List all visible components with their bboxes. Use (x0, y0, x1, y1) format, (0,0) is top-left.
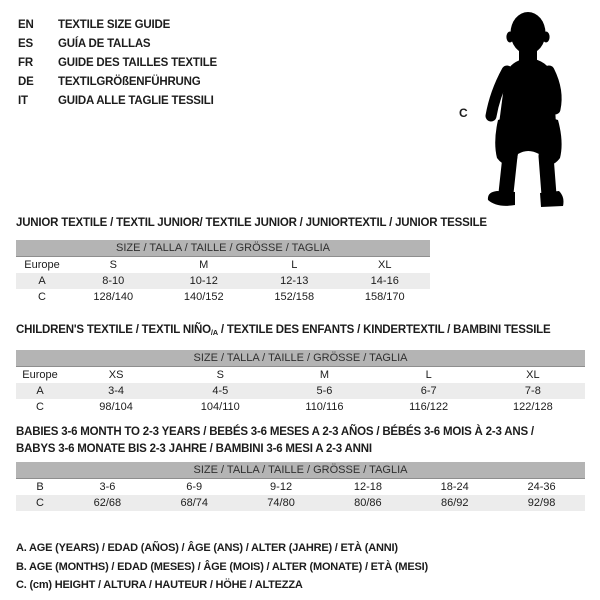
size-cell: 8-10 (68, 273, 159, 289)
size-cell: M (199, 259, 209, 271)
size-cell: 6-9 (186, 481, 203, 493)
footnote-line: A. AGE (YEARS) / EDAD (AÑOS) / ÂGE (ANS) / ALTER (JAHRE) / ETÀ (ANNI) (16, 542, 398, 554)
size-cell: 9-12 (270, 481, 293, 493)
size-cell: 3-6 (99, 481, 116, 493)
row-label: Europe (22, 369, 58, 381)
section-junior-textile (16, 215, 487, 305)
language-row (18, 16, 217, 35)
row-label: C (38, 291, 46, 303)
size-cell: 24-36 (527, 481, 556, 493)
row-label: Europe (24, 259, 60, 271)
size-cell: 140/152 (183, 291, 224, 303)
size-header-cell: SIZE / TALLA / TAILLE / GRÖSSE / TAGLIA (16, 350, 585, 367)
size-cell: 110/116 (305, 401, 344, 413)
title-text: JUNIOR TEXTILE / TEXTIL JUNIOR/ TEXTILE JUNIOR / JUNIORTEXTIL / JUNIOR TESSILE (16, 217, 487, 229)
size-cell: 10-12 (159, 273, 250, 289)
baby-silhouette-icon (485, 8, 585, 215)
title-text: / TEXTILE DES ENFANTS / KINDERTEXTIL / BAMBINI TESSILE (217, 324, 551, 336)
size-header-row (16, 350, 585, 367)
table-row (16, 289, 430, 305)
language-title: GUÍA DE TALLAS (58, 38, 151, 50)
section-title (16, 322, 585, 341)
title-text: CHILDREN'S TEXTILE / TEXTIL NIÑO (16, 324, 211, 336)
size-cell: 62/68 (64, 495, 151, 511)
size-cell: 7-8 (481, 383, 585, 399)
size-cell: 158/170 (364, 291, 405, 303)
size-cell: 12-18 (353, 481, 382, 493)
row-label: A (16, 273, 68, 289)
footnotes (16, 539, 428, 595)
size-cell: XL (378, 259, 392, 271)
size-cell: 12-13 (249, 273, 340, 289)
footnote-line: B. AGE (MONTHS) / EDAD (MESES) / ÂGE (MOIS) / ALTER (MONATE) / ETÀ (MESI) (16, 560, 428, 573)
title-text: /A (210, 328, 218, 337)
size-cell: 116/122 (409, 401, 449, 413)
size-header-row (16, 462, 585, 479)
size-cell: L (291, 259, 298, 271)
language-code: FR (18, 57, 33, 69)
language-title: GUIDE DES TAILLES TEXTILE (58, 57, 217, 69)
table-row (16, 495, 585, 511)
table-row (16, 383, 585, 399)
section-title (16, 424, 585, 458)
size-header-cell: SIZE / TALLA / TAILLE / GRÖSSE / TAGLIA (16, 462, 585, 479)
size-cell: 152/158 (274, 291, 315, 303)
language-code: IT (18, 95, 28, 107)
size-cell: S (109, 259, 117, 271)
size-table (16, 240, 430, 305)
table-row (16, 257, 430, 274)
size-cell: L (425, 369, 432, 381)
language-row (18, 73, 217, 92)
size-cell: 18-24 (440, 481, 469, 493)
language-row (18, 35, 217, 54)
size-cell: 128/140 (93, 291, 134, 303)
size-cell: 68/74 (151, 495, 238, 511)
section-title-line (16, 215, 487, 232)
size-cell: XS (108, 369, 124, 381)
size-cell: 4-5 (168, 383, 272, 399)
baby-figure (450, 0, 600, 220)
size-cell: 74/80 (238, 495, 325, 511)
section-title-line (16, 322, 585, 341)
row-label: A (16, 383, 64, 399)
size-cell: 122/128 (512, 401, 553, 413)
language-row (18, 54, 217, 73)
language-code: ES (18, 38, 33, 50)
row-label: B (36, 481, 44, 493)
size-cell: 14-16 (340, 273, 431, 289)
size-cell: 5-6 (272, 383, 376, 399)
table-row (16, 273, 430, 289)
height-measure-label: C (459, 106, 468, 120)
language-title: TEXTILGRÖßENFÜHRUNG (58, 76, 201, 88)
section-title-line (16, 441, 585, 458)
language-row (18, 92, 217, 111)
section-title-line (16, 424, 585, 441)
table-row (16, 479, 585, 496)
size-cell: S (216, 369, 224, 381)
section-babies-textile (16, 424, 585, 511)
section-title (16, 215, 487, 232)
size-table (16, 350, 585, 415)
language-title: TEXTILE SIZE GUIDE (58, 19, 171, 31)
language-code: EN (18, 19, 34, 31)
row-label: C (36, 401, 44, 413)
table-row (16, 399, 585, 415)
title-text: BABIES 3-6 MONTH TO 2-3 YEARS / BEBÉS 3-6 MESES A 2-3 AÑOS / BÉBÉS 3-6 MOIS À 2-3 ANS / (16, 426, 534, 438)
size-cell: 80/86 (324, 495, 411, 511)
size-cell: 3-4 (64, 383, 168, 399)
language-code: DE (18, 76, 34, 88)
size-cell: 6-7 (377, 383, 481, 399)
size-table (16, 462, 585, 511)
size-cell: XL (526, 369, 540, 381)
size-cell: M (319, 369, 330, 381)
section-childrens-textile (16, 322, 585, 415)
table-row (16, 367, 585, 384)
title-text: BABYS 3-6 MONATE BIS 2-3 JAHRE / BAMBINI 3-6 MESI A 2-3 ANNI (16, 443, 372, 455)
language-list (18, 16, 217, 111)
size-cell: 86/92 (411, 495, 498, 511)
footnote-line: C. (cm) HEIGHT / ALTURA / HAUTEUR / HÖHE / ALTEZZA (16, 579, 303, 591)
size-cell: 98/104 (99, 401, 133, 413)
size-cell: 92/98 (498, 495, 585, 511)
size-header-row (16, 240, 430, 257)
size-cell: 104/110 (200, 401, 240, 413)
language-title: GUIDA ALLE TAGLIE TESSILI (58, 95, 214, 107)
row-label: C (16, 495, 64, 511)
size-header-cell: SIZE / TALLA / TAILLE / GRÖSSE / TAGLIA (16, 240, 430, 257)
